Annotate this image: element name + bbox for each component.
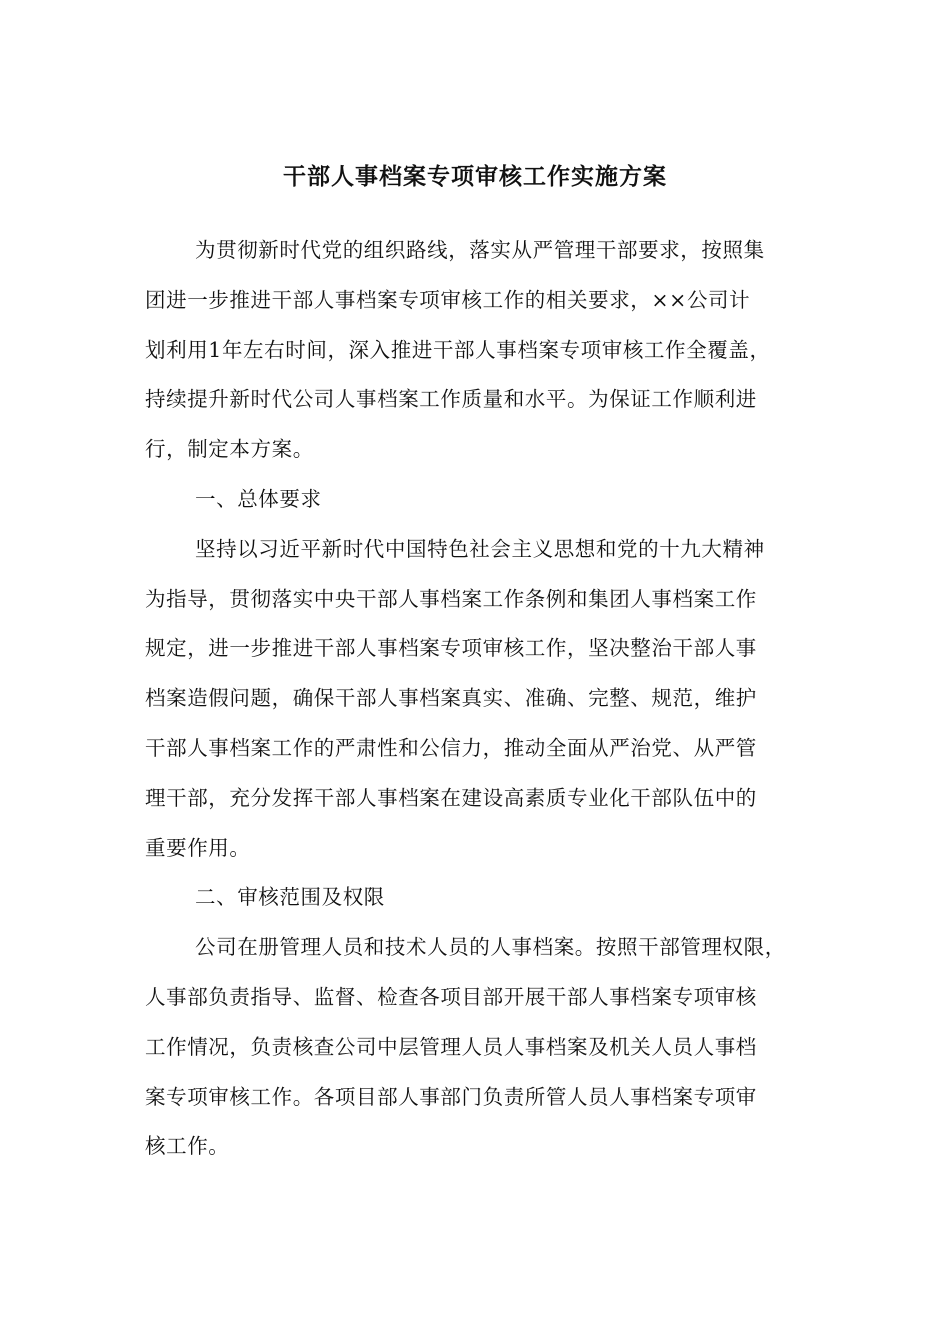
text-line: 划利用1年左右时间，深入推进干部人事档案专项审核工作全覆盖， bbox=[145, 337, 771, 362]
document-body bbox=[145, 226, 805, 1172]
text-line: 为指导，贯彻落实中央干部人事档案工作条例和集团人事档案工作 bbox=[145, 586, 757, 611]
section-heading-2: 二、审核范围及权限 bbox=[195, 885, 385, 910]
text-line: 持续提升新时代公司人事档案工作质量和水平。为保证工作顺利进 bbox=[145, 387, 757, 412]
text-line: 档案造假问题，确保干部人事档案真实、准确、完整、规范，维护 bbox=[145, 686, 757, 711]
text-line: 公司在册管理人员和技术人员的人事档案。按照干部管理权限， bbox=[195, 935, 786, 960]
text-line: 工作情况，负责核查公司中层管理人员人事档案及机关人员人事档 bbox=[145, 1034, 757, 1059]
text-line: 团进一步推进干部人事档案专项审核工作的相关要求，××公司计 bbox=[145, 287, 751, 312]
text-line: 坚持以习近平新时代中国特色社会主义思想和党的十九大精神 bbox=[195, 536, 765, 561]
text-line: 核工作。 bbox=[145, 1134, 230, 1159]
document-title: 干部人事档案专项审核工作实施方案 bbox=[283, 163, 667, 190]
text-line: 干部人事档案工作的严肃性和公信力，推动全面从严治党、从严管 bbox=[145, 735, 757, 760]
text-line: 案专项审核工作。各项目部人事部门负责所管人员人事档案专项审 bbox=[145, 1084, 757, 1109]
text-line: 重要作用。 bbox=[145, 835, 251, 860]
text-line: 为贯彻新时代党的组织路线，落实从严管理干部要求，按照集 bbox=[195, 238, 765, 262]
text-line: 行，制定本方案。 bbox=[145, 437, 314, 462]
text-line: 规定，进一步推进干部人事档案专项审核工作，坚决整治干部人事 bbox=[145, 636, 757, 661]
section-heading-1: 一、总体要求 bbox=[195, 486, 322, 511]
text-line: 人事部负责指导、监督、检查各项目部开展干部人事档案专项审核 bbox=[145, 984, 757, 1009]
text-line: 理干部，充分发挥干部人事档案在建设高素质专业化干部队伍中的 bbox=[145, 785, 757, 810]
